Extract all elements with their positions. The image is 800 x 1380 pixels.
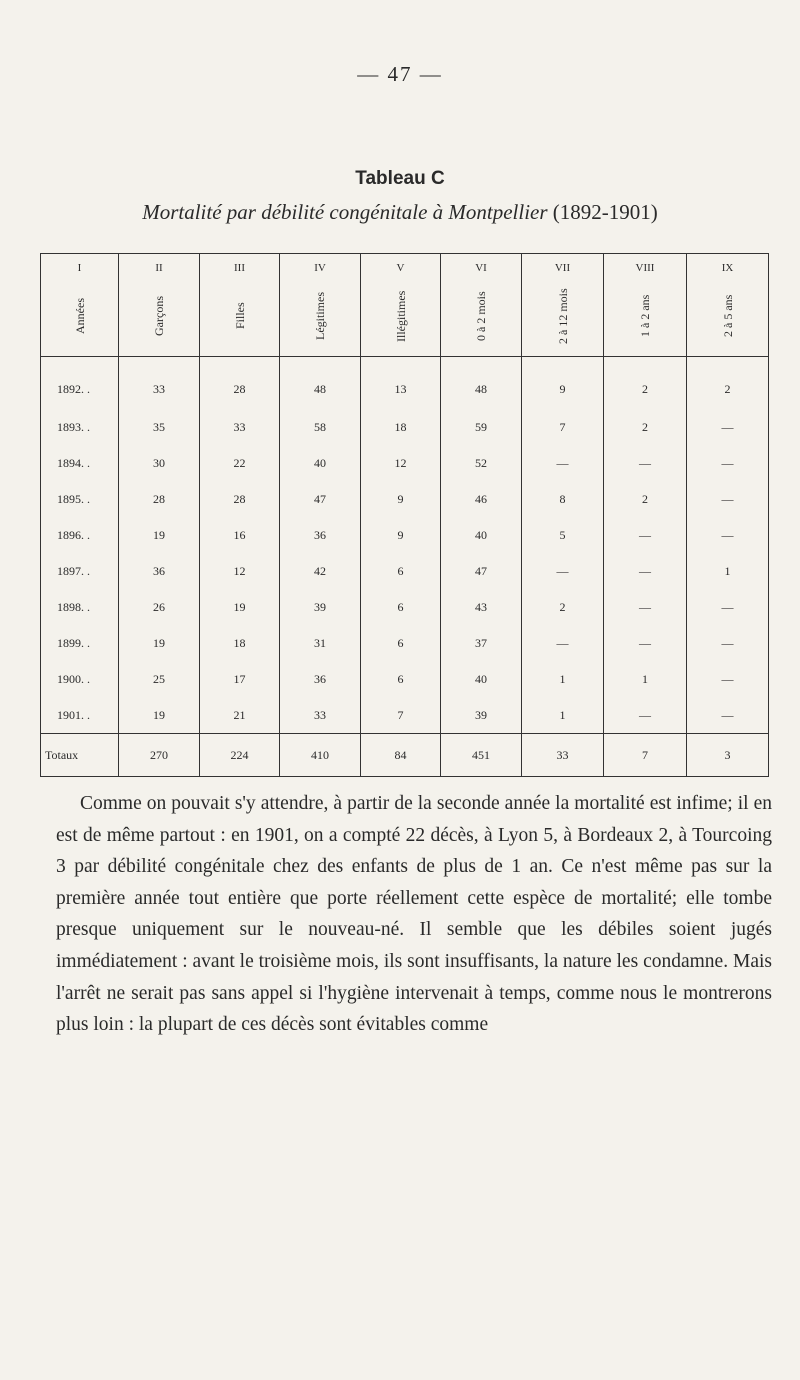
column-header [441,254,522,357]
value-cell: 1 [522,697,604,734]
table-header-row [41,254,769,357]
value-cell: — [687,517,769,553]
column-number: I [77,262,82,274]
value-cell: 28 [200,481,280,517]
value-cell: 22 [200,445,280,481]
column-label: 2 à 5 ans [720,294,735,338]
value-cell: — [604,445,687,481]
value-cell: 48 [280,357,361,410]
table-row [41,625,769,661]
column-label: Illégitimes [393,290,408,342]
value-cell: 7 [522,409,604,445]
value-cell: 48 [441,357,522,410]
value-cell: 6 [361,589,441,625]
column-header [200,254,280,357]
value-cell: 6 [361,661,441,697]
total-cell: 3 [687,734,769,777]
value-cell: — [522,553,604,589]
totals-label: Totaux [41,734,119,777]
value-cell: — [687,481,769,517]
value-cell: 2 [604,357,687,410]
column-number: VI [475,262,487,274]
value-cell: — [604,697,687,734]
value-cell: 9 [361,517,441,553]
table-row [41,661,769,697]
value-cell: 40 [280,445,361,481]
value-cell: — [687,409,769,445]
value-cell: 59 [441,409,522,445]
value-cell: 37 [441,625,522,661]
value-cell: 1 [522,661,604,697]
value-cell: 6 [361,553,441,589]
value-cell: 58 [280,409,361,445]
value-cell: 18 [200,625,280,661]
table-row [41,481,769,517]
column-number: II [155,262,163,274]
value-cell: 12 [200,553,280,589]
value-cell: 2 [604,409,687,445]
value-cell: — [604,517,687,553]
value-cell: 8 [522,481,604,517]
value-cell: 1 [687,553,769,589]
value-cell: 17 [200,661,280,697]
value-cell: — [604,553,687,589]
value-cell: 46 [441,481,522,517]
value-cell: 2 [604,481,687,517]
column-number: V [396,262,405,274]
value-cell: — [687,445,769,481]
value-cell: 7 [361,697,441,734]
value-cell: 21 [200,697,280,734]
value-cell: — [604,625,687,661]
table-totals-row [41,734,769,777]
value-cell: — [522,445,604,481]
total-cell: 410 [280,734,361,777]
value-cell: — [687,589,769,625]
year-cell: 1899. . [41,625,119,661]
table-row [41,445,769,481]
table-container [40,253,768,777]
value-cell: 39 [280,589,361,625]
value-cell: 35 [119,409,200,445]
mortality-table [40,253,769,777]
column-header [604,254,687,357]
value-cell: 33 [119,357,200,410]
column-header [280,254,361,357]
year-cell: 1894. . [41,445,119,481]
page-number: — 47 — [357,62,443,86]
value-cell: 2 [687,357,769,410]
column-label: 2 à 12 mois [555,288,570,344]
year-cell: 1901. . [41,697,119,734]
value-cell: 25 [119,661,200,697]
value-cell: 6 [361,625,441,661]
column-header [687,254,769,357]
value-cell: 33 [280,697,361,734]
total-cell: 270 [119,734,200,777]
subtitle-italic: Mortalité par débilité congénitale à Montpellier [142,200,548,224]
subtitle-years: (1892-1901) [552,200,658,224]
column-label: Années [72,298,87,334]
value-cell: 2 [522,589,604,625]
column-number: IX [721,262,734,274]
value-cell: — [687,661,769,697]
value-cell: 40 [441,661,522,697]
column-label: 1 à 2 ans [638,294,652,338]
value-cell: 19 [119,697,200,734]
value-cell: 30 [119,445,200,481]
table-row [41,517,769,553]
table-row [41,409,769,445]
year-cell: 1892. . [41,357,119,410]
value-cell: 18 [361,409,441,445]
column-label: 0 à 2 mois [474,291,488,341]
value-cell: 42 [280,553,361,589]
value-cell: 39 [441,697,522,734]
value-cell: 36 [280,517,361,553]
column-label: Filles [232,302,247,330]
value-cell: 43 [441,589,522,625]
column-header [119,254,200,357]
year-cell: 1893. . [41,409,119,445]
value-cell: 1 [604,661,687,697]
value-cell: 19 [119,625,200,661]
column-label: Garçons [152,296,166,336]
value-cell: — [604,589,687,625]
body-paragraph: Comme on pouvait s'y attendre, à partir de la seconde année la mortalité est infime; il en est de même partout : en 1901, on a compté 22 décès, à Lyon 5, à Bordeaux 2, à Tourcoing 3 par débilité congénitale chez des enfants de plus de 1 an. Ce n'est même pas sur la première année tout entière que porte réellement cette espèce de mortalité; elle tombe presque uniquement sur le nouveau-né. Il semble que les débiles soient jugés immédiatement : avant le troisième mois, ils sont insuffisants, la nature les condamne. Mais l'arrêt ne serait pas sans appel si l'hygiène intervenait à temps, comme nous le montrerons plus loin : la plupart de ces décès sont évitables comme [56,793,772,1036]
value-cell: 9 [361,481,441,517]
value-cell: 19 [200,589,280,625]
table-caption: Tableau C [355,168,445,189]
column-number: VIII [635,262,655,274]
table-body [41,357,769,734]
value-cell: 19 [119,517,200,553]
total-cell: 7 [604,734,687,777]
value-cell: — [687,697,769,734]
value-cell: 28 [200,357,280,410]
column-label: Légitimes [313,292,327,340]
table-subtitle [0,200,800,225]
value-cell: 13 [361,357,441,410]
column-number: III [234,262,245,274]
value-cell: 36 [280,661,361,697]
total-cell: 84 [361,734,441,777]
value-cell: 31 [280,625,361,661]
value-cell: 52 [441,445,522,481]
table-row [41,357,769,410]
year-cell: 1898. . [41,589,119,625]
total-cell: 224 [200,734,280,777]
value-cell: — [522,625,604,661]
value-cell: 26 [119,589,200,625]
table-row [41,697,769,734]
value-cell: 47 [441,553,522,589]
value-cell: — [687,625,769,661]
table-row [41,553,769,589]
year-cell: 1896. . [41,517,119,553]
value-cell: 9 [522,357,604,410]
column-header [361,254,441,357]
column-header [522,254,604,357]
value-cell: 5 [522,517,604,553]
value-cell: 36 [119,553,200,589]
column-number: IV [314,262,326,274]
value-cell: 28 [119,481,200,517]
column-number: VII [554,262,571,274]
value-cell: 40 [441,517,522,553]
table-row [41,589,769,625]
total-cell: 451 [441,734,522,777]
year-cell: 1897. . [41,553,119,589]
year-cell: 1900. . [41,661,119,697]
year-cell: 1895. . [41,481,119,517]
value-cell: 33 [200,409,280,445]
value-cell: 47 [280,481,361,517]
total-cell: 33 [522,734,604,777]
value-cell: 12 [361,445,441,481]
value-cell: 16 [200,517,280,553]
column-header [41,254,119,357]
